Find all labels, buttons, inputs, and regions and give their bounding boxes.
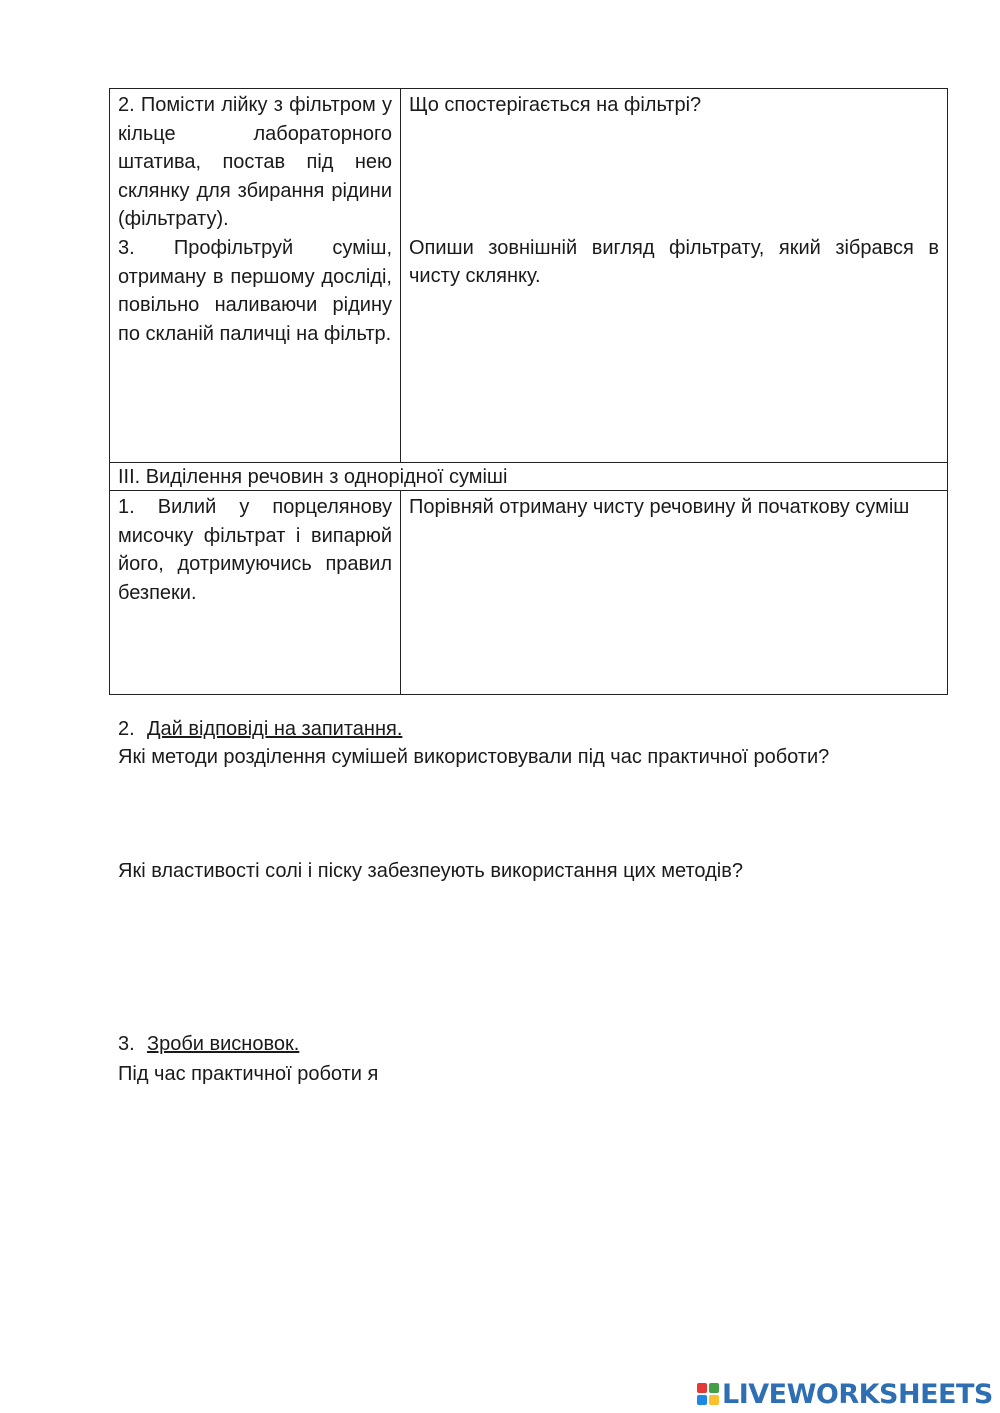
task3-heading <box>118 1030 299 1058</box>
instruction-cell <box>110 491 401 694</box>
question-1: Які методи розділення сумішей використовували під час практичної роботи? <box>118 746 830 768</box>
observation-cell <box>401 491 947 694</box>
instruction-cell <box>110 89 401 462</box>
instruction-step-2: 2. Помісти лійку з фільтром у кільце лабораторного штатива, постав під нею склянку для збирання рідини (фільтрату). <box>118 94 392 231</box>
table-row <box>110 89 947 463</box>
conclusion-prompt: Під час практичної роботи я <box>118 1063 379 1085</box>
task-number: 2. <box>118 718 135 740</box>
observation-question: Що спостерігається на фільтрі? <box>409 94 702 116</box>
observation-question: Порівняй отриману чисту речовину й початкову суміш <box>409 496 910 518</box>
logo-mark-icon <box>697 1383 719 1405</box>
task-title: Дай відповіді на запитання. <box>147 718 403 740</box>
liveworksheets-logo <box>697 1378 993 1410</box>
task-title: Зроби висновок. <box>147 1033 300 1055</box>
answer-space <box>409 120 939 234</box>
instruction-step-1: 1. Вилий у порцелянову мисочку фільтрат і випарюй його, дотримуючись правил безпеки. <box>118 496 392 604</box>
table-row <box>110 463 947 491</box>
logo-text: LIVEWORKSHEETS <box>722 1378 993 1410</box>
observation-question: Опиши зовнішній вигляд фільтрату, який зібрався в чисту склянку. <box>409 236 939 288</box>
table-row <box>110 491 947 694</box>
worksheet-table <box>109 88 948 695</box>
task2-heading <box>118 715 402 743</box>
question-2: Які властивості солі і піску забезпеують використання цих методів? <box>118 860 743 882</box>
section-heading: ІІІ. Виділення речовин з однорідної суміші <box>118 466 508 488</box>
observation-cell <box>401 89 947 462</box>
task-number: 3. <box>118 1033 135 1055</box>
instruction-step-3: 3. Профільтруй суміш, отриману в першому досліді, повільно наливаючи рідину по скланій паличці на фільтр. <box>118 236 392 345</box>
